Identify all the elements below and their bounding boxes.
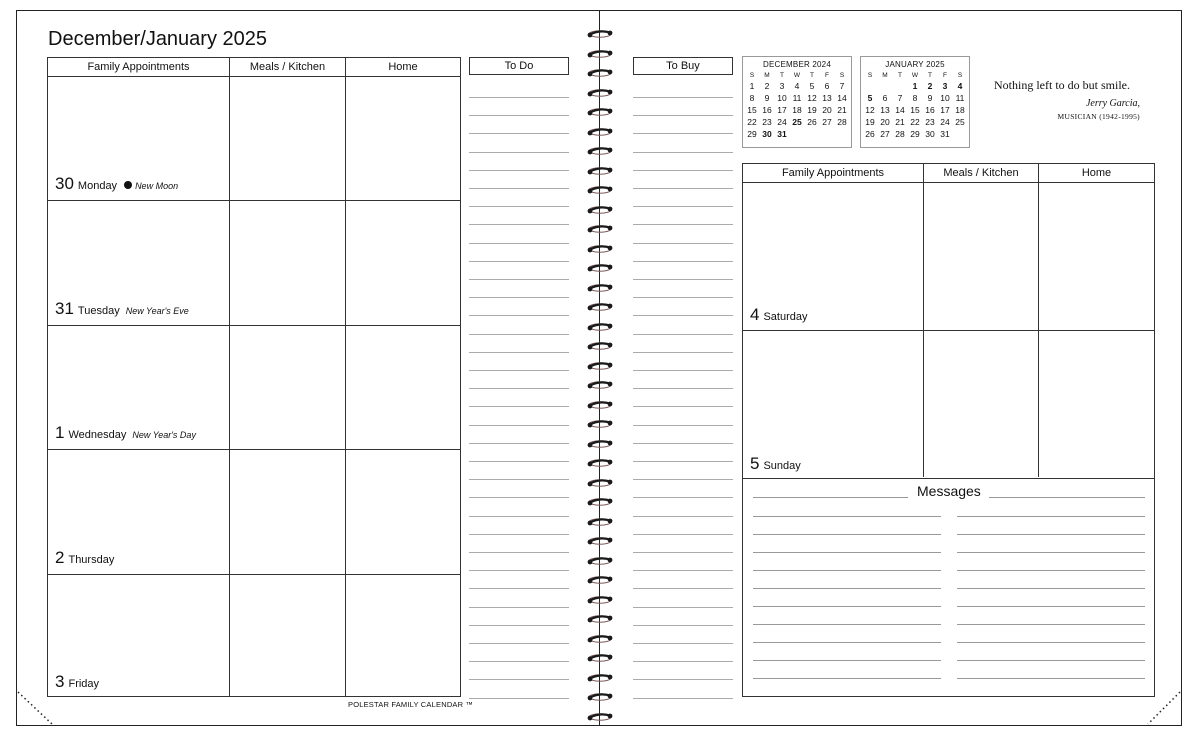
right-day-grid: [742, 163, 1155, 697]
list-line: [633, 643, 733, 644]
list-line: [633, 406, 733, 407]
day-event: New Year's Day: [132, 430, 196, 441]
list-line: [633, 334, 733, 335]
list-line: [469, 261, 569, 262]
calendar-date: 12: [807, 93, 817, 103]
calendar-date: 28: [895, 129, 905, 139]
calendar-date: 3: [942, 81, 948, 91]
list-line: [469, 352, 569, 353]
message-line: [753, 534, 941, 535]
list-line: [633, 243, 733, 244]
mini-calendar-january-2025: [860, 56, 970, 148]
calendar-date: 8: [749, 93, 755, 103]
list-line: [633, 170, 733, 171]
column-divider: [229, 58, 230, 696]
list-line: [469, 206, 569, 207]
mini-calendar-table: [745, 70, 850, 140]
message-line: [753, 606, 941, 607]
spiral-coil: [586, 418, 614, 428]
calendar-date: 25: [955, 117, 965, 127]
weekday-label: S: [749, 71, 755, 79]
column-header-family-appointments: Family Appointments: [48, 58, 230, 76]
spiral-coil: [586, 340, 614, 350]
calendar-date: 8: [912, 93, 918, 103]
list-line: [469, 679, 569, 680]
calendar-date: 5: [809, 81, 815, 91]
quote-author-role: MUSICIAN (1942-1995): [1057, 112, 1140, 121]
list-line: [469, 461, 569, 462]
list-line: [469, 243, 569, 244]
spiral-coil: [586, 106, 614, 116]
calendar-date: 14: [837, 93, 847, 103]
day-name: Tuesday: [77, 304, 120, 317]
spiral-coil: [586, 633, 614, 643]
list-line: [633, 588, 733, 589]
list-line: [633, 388, 733, 389]
calendar-date: 20: [822, 105, 832, 115]
list-line: [469, 479, 569, 480]
list-line: [633, 133, 733, 134]
calendar-date: 2: [927, 81, 933, 91]
message-line: [753, 624, 941, 625]
spiral-coil: [586, 438, 614, 448]
calendar-date: 30: [762, 129, 772, 139]
calendar-date: 14: [895, 105, 905, 115]
weekday-label: S: [957, 71, 963, 79]
calendar-date: 27: [822, 117, 832, 127]
calendar-date: 10: [940, 93, 950, 103]
calendar-date: 15: [747, 105, 757, 115]
weekday-label: M: [882, 71, 888, 79]
page-title: December/January 2025: [48, 28, 268, 50]
calendar-date: 20: [880, 117, 890, 127]
day-number: 2: [55, 547, 65, 567]
list-line: [469, 334, 569, 335]
calendar-date: 22: [910, 117, 920, 127]
calendar-date: 29: [747, 129, 757, 139]
message-line: [753, 678, 941, 679]
calendar-date: 16: [925, 105, 935, 115]
day-number: 31: [55, 298, 74, 318]
calendar-date: 1: [749, 81, 755, 91]
calendar-date: 3: [779, 81, 785, 91]
list-line: [469, 279, 569, 280]
calendar-date: 25: [792, 117, 802, 127]
spiral-coil: [586, 613, 614, 623]
calendar-date: 2: [764, 81, 770, 91]
new-moon-icon: [124, 181, 132, 189]
spiral-coil: [586, 223, 614, 233]
calendar-date: 21: [837, 105, 847, 115]
weekday-label: T: [898, 71, 902, 79]
spiral-coil: [586, 262, 614, 272]
spiral-coil: [586, 672, 614, 682]
list-line: [633, 315, 733, 316]
todo-list: [469, 57, 569, 697]
calendar-date: 17: [777, 105, 787, 115]
list-line: [469, 170, 569, 171]
list-line: [469, 570, 569, 571]
message-line: [957, 660, 1145, 661]
weekday-label: F: [943, 71, 947, 79]
calendar-date: 24: [940, 117, 950, 127]
list-line: [469, 97, 569, 98]
spiral-coil: [586, 496, 614, 506]
calendar-date: [790, 128, 805, 140]
calendar-date: 24: [777, 117, 787, 127]
column-header-meals-kitchen: Meals / Kitchen: [924, 164, 1039, 182]
spiral-coil: [586, 535, 614, 545]
day-name: Sunday: [763, 460, 801, 472]
spiral-coil: [586, 145, 614, 155]
spiral-coil: [586, 399, 614, 409]
calendar-date: [893, 80, 908, 92]
row-divider: [48, 574, 460, 575]
header-divider: [48, 76, 460, 77]
list-line: [469, 406, 569, 407]
calendar-date: 5: [867, 93, 873, 103]
day-name: Wednesday: [68, 429, 127, 442]
day-event: New Year's Eve: [125, 305, 189, 316]
list-line: [469, 497, 569, 498]
calendar-date: 9: [927, 93, 933, 103]
day-name: Thursday: [68, 553, 115, 566]
calendar-date: 18: [955, 105, 965, 115]
day-label-thursday: [55, 548, 114, 568]
list-line: [469, 534, 569, 535]
spiral-coil: [586, 379, 614, 389]
calendar-date: 21: [895, 117, 905, 127]
weekday-label: W: [911, 71, 919, 79]
list-line: [469, 315, 569, 316]
list-line: [633, 352, 733, 353]
message-line: [753, 516, 941, 517]
calendar-date: 4: [794, 81, 800, 91]
calendar-date: 30: [925, 129, 935, 139]
quote-author: Jerry Garcia,: [1085, 98, 1140, 109]
column-divider: [1038, 164, 1039, 477]
calendar-date: 27: [880, 129, 890, 139]
list-line: [633, 570, 733, 571]
list-line: [633, 698, 733, 699]
calendar-date: 19: [807, 105, 817, 115]
messages-area: [743, 479, 1154, 696]
list-line: [633, 279, 733, 280]
weekday-label: F: [825, 71, 829, 79]
calendar-date: 1: [912, 81, 918, 91]
list-line: [469, 607, 569, 608]
weekday-label: S: [867, 71, 873, 79]
list-line: [633, 534, 733, 535]
message-line: [957, 570, 1145, 571]
day-label-saturday: [750, 305, 808, 325]
message-line: [957, 678, 1145, 679]
spiral-coil: [586, 711, 614, 721]
spiral-coil: [586, 301, 614, 311]
list-line: [469, 115, 569, 116]
calendar-date: [863, 80, 878, 92]
spiral-coil: [586, 516, 614, 526]
mini-calendar-december-2024: [742, 56, 852, 148]
day-number: 3: [55, 672, 65, 691]
list-line: [633, 152, 733, 153]
list-line: [633, 497, 733, 498]
mini-calendar-title: DECEMBER 2024: [763, 60, 831, 69]
header-divider: [743, 182, 1154, 183]
list-line: [633, 206, 733, 207]
spiral-coil: [586, 28, 614, 38]
messages-title: Messages: [911, 483, 987, 499]
list-line: [633, 443, 733, 444]
weekday-label: T: [928, 71, 932, 79]
spiral-coil: [586, 48, 614, 58]
calendar-date: 22: [747, 117, 757, 127]
spiral-coil: [586, 204, 614, 214]
todo-header: To Do: [469, 57, 569, 75]
day-label-wednesday: [55, 423, 196, 443]
calendar-date: [835, 128, 850, 140]
list-line: [469, 443, 569, 444]
list-line: [469, 370, 569, 371]
day-label-sunday: [750, 454, 801, 474]
spiral-coil: [586, 67, 614, 77]
list-line: [469, 588, 569, 589]
calendar-date: 13: [822, 93, 832, 103]
message-line: [957, 588, 1145, 589]
list-line: [633, 625, 733, 626]
message-line: [753, 570, 941, 571]
spiral-coil: [586, 555, 614, 565]
spiral-coil: [586, 243, 614, 253]
column-divider: [345, 58, 346, 696]
column-divider: [923, 164, 924, 477]
calendar-date: 26: [807, 117, 817, 127]
spiral-coil: [586, 477, 614, 487]
calendar-date: 28: [837, 117, 847, 127]
day-name: Friday: [68, 678, 100, 690]
list-line: [469, 188, 569, 189]
list-line: [469, 698, 569, 699]
calendar-date: 15: [910, 105, 920, 115]
calendar-date: [820, 128, 835, 140]
message-line: [753, 588, 941, 589]
tobuy-list: [633, 57, 733, 697]
calendar-date: 6: [882, 93, 888, 103]
mini-calendar-title: JANUARY 2025: [885, 60, 945, 69]
day-label-monday: [55, 174, 178, 194]
calendar-date: 29: [910, 129, 920, 139]
message-line: [753, 497, 908, 498]
message-line: [753, 552, 941, 553]
spiral-coil: [586, 126, 614, 136]
calendar-date: 23: [925, 117, 935, 127]
calendar-date: [953, 128, 968, 140]
spiral-coil: [586, 165, 614, 175]
day-label-tuesday: [55, 299, 189, 319]
list-line: [633, 479, 733, 480]
spiral-coil: [586, 360, 614, 370]
calendar-date: 10: [777, 93, 787, 103]
message-line: [957, 624, 1145, 625]
list-line: [633, 552, 733, 553]
calendar-date: 18: [792, 105, 802, 115]
calendar-date: [878, 80, 893, 92]
message-line: [989, 497, 1145, 498]
calendar-date: 31: [940, 129, 950, 139]
calendar-date: [805, 128, 820, 140]
day-number: 30: [55, 174, 74, 194]
row-divider: [48, 200, 460, 201]
day-event: New Moon: [135, 181, 179, 192]
calendar-date: 6: [824, 81, 830, 91]
list-line: [633, 679, 733, 680]
corner-dotted-line: [16, 690, 56, 726]
calendar-date: 13: [880, 105, 890, 115]
list-line: [469, 133, 569, 134]
list-line: [469, 516, 569, 517]
day-name: Saturday: [763, 311, 808, 323]
list-line: [633, 261, 733, 262]
weekday-label: M: [764, 71, 770, 79]
spiral-coil: [586, 652, 614, 662]
spiral-coil: [586, 87, 614, 97]
message-line: [957, 642, 1145, 643]
calendar-date: 7: [839, 81, 845, 91]
calendar-date: 11: [955, 93, 965, 103]
list-line: [633, 115, 733, 116]
spiral-coil: [586, 321, 614, 331]
calendar-date: 7: [897, 93, 903, 103]
list-line: [469, 388, 569, 389]
list-line: [633, 297, 733, 298]
list-line: [469, 224, 569, 225]
list-line: [469, 297, 569, 298]
left-day-grid: [47, 57, 461, 697]
message-line: [753, 642, 941, 643]
column-header-home: Home: [1081, 167, 1112, 179]
calendar-date: 26: [865, 129, 875, 139]
weekday-label: T: [780, 71, 784, 79]
message-line: [753, 660, 941, 661]
footer-brand: POLESTAR FAMILY CALENDAR ™: [348, 700, 474, 709]
list-line: [633, 607, 733, 608]
day-number: 4: [750, 305, 760, 324]
day-name: Monday: [77, 180, 118, 193]
weekday-label: W: [793, 71, 801, 79]
day-number: 5: [750, 454, 760, 473]
weekday-label: T: [810, 71, 814, 79]
list-line: [633, 97, 733, 98]
calendar-date: 17: [940, 105, 950, 115]
calendar-date: 4: [957, 81, 963, 91]
list-line: [633, 461, 733, 462]
list-line: [633, 425, 733, 426]
list-line: [633, 370, 733, 371]
message-line: [957, 516, 1145, 517]
list-line: [469, 152, 569, 153]
row-divider: [743, 330, 1154, 331]
message-line: [957, 552, 1145, 553]
day-label-friday: [55, 672, 99, 692]
tobuy-header: To Buy: [633, 57, 733, 75]
message-line: [957, 606, 1145, 607]
spiral-coil: [586, 574, 614, 584]
list-line: [633, 516, 733, 517]
list-line: [469, 552, 569, 553]
mini-calendar-table: [863, 70, 968, 140]
spiral-coil: [586, 594, 614, 604]
column-header-meals-kitchen: Meals / Kitchen: [230, 58, 346, 76]
day-number: 1: [55, 423, 65, 443]
spiral-coil: [586, 184, 614, 194]
list-line: [633, 661, 733, 662]
list-line: [469, 661, 569, 662]
column-header-home: Home: [388, 61, 418, 73]
list-line: [633, 224, 733, 225]
calendar-date: 16: [762, 105, 772, 115]
row-divider: [48, 449, 460, 450]
row-divider: [48, 325, 460, 326]
list-line: [469, 643, 569, 644]
list-line: [469, 625, 569, 626]
corner-dotted-line: [1146, 690, 1182, 726]
calendar-date: 9: [764, 93, 770, 103]
calendar-date: 23: [762, 117, 772, 127]
list-line: [633, 188, 733, 189]
calendar-date: 31: [777, 129, 787, 139]
calendar-date: 11: [792, 93, 802, 103]
column-header-family-appointments: Family Appointments: [743, 164, 924, 182]
calendar-date: 19: [865, 117, 875, 127]
message-line: [957, 534, 1145, 535]
list-line: [469, 425, 569, 426]
calendar-date: 12: [865, 105, 875, 115]
spiral-coil: [586, 457, 614, 467]
spiral-coil: [586, 691, 614, 701]
weekday-label: S: [839, 71, 845, 79]
spiral-coil: [586, 282, 614, 292]
quote-text: Nothing left to do but smile.: [994, 78, 1130, 92]
